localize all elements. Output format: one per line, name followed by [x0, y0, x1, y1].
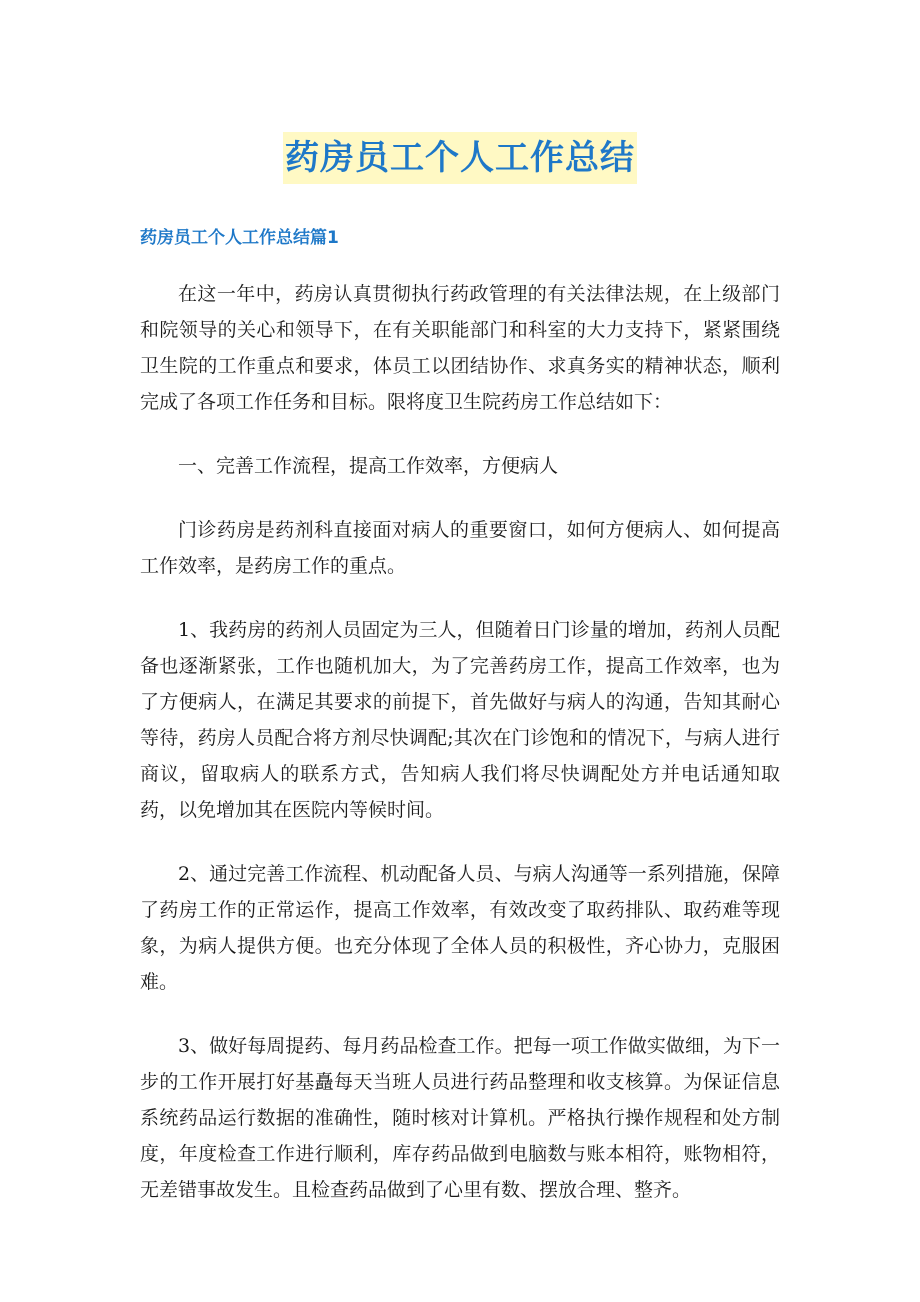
paragraph-item-3: 3、做好每周提药、每月药品检查工作。把每一项工作做实做细，为下一步的工作开展打好基矗每天当班人员进行药品整理和收支核算。为保证信息系统药品运行数据的准确性，随时核对计算机。严格执行操作规程和处方制度，年度检查工作进行顺利，库存药品做到电脑数与账本相符，账物相符，无差错事故发生。且检查药品做到了心里有数、摆放合理、整齐。 — [140, 1035, 780, 1201]
title-container — [0, 132, 920, 184]
paragraph-item-1: 1、我药房的药剂人员固定为三人，但随着日门诊量的增加，药剂人员配备也逐渐紧张，工作也随机加大，为了完善药房工作，提高工作效率，也为了方便病人，在满足其要求的前提下，首先做好与病人的沟通，告知其耐心等待，药房人员配合将方剂尽快调配;其次在门诊饱和的情况下，与病人进行商议，留取病人的联系方式，告知病人我们将尽快调配处方并电话通知取药，以免增加其在医院内等候时间。 — [140, 619, 780, 821]
paragraph-item-2: 2、通过完善工作流程、机动配备人员、与病人沟通等一系列措施，保障了药房工作的正常运作，提高工作效率，有效改变了取药排队、取药难等现象，为病人提供方便。也充分体现了全体人员的积极性，齐心协力，克服困难。 — [140, 863, 780, 993]
document-title: 药房员工个人工作总结 — [283, 132, 637, 184]
paragraph-outpatient: 门诊药房是药剂科直接面对病人的重要窗口，如何方便病人、如何提高工作效率，是药房工作的重点。 — [140, 519, 780, 577]
paragraph-intro: 在这一年中，药房认真贯彻执行药政管理的有关法律法规，在上级部门和院领导的关心和领导下，在有关职能部门和科室的大力支持下，紧紧围绕卫生院的工作重点和要求，体员工以团结协作、求真务实的精神状态，顺利完成了各项工作任务和目标。限将度卫生院药房工作总结如下： — [140, 283, 780, 413]
paragraph-heading-1: 一、完善工作流程，提高工作效率，方便病人 — [178, 455, 559, 477]
section-heading: 药房员工个人工作总结篇1 — [140, 228, 339, 248]
document-body — [140, 276, 780, 1236]
